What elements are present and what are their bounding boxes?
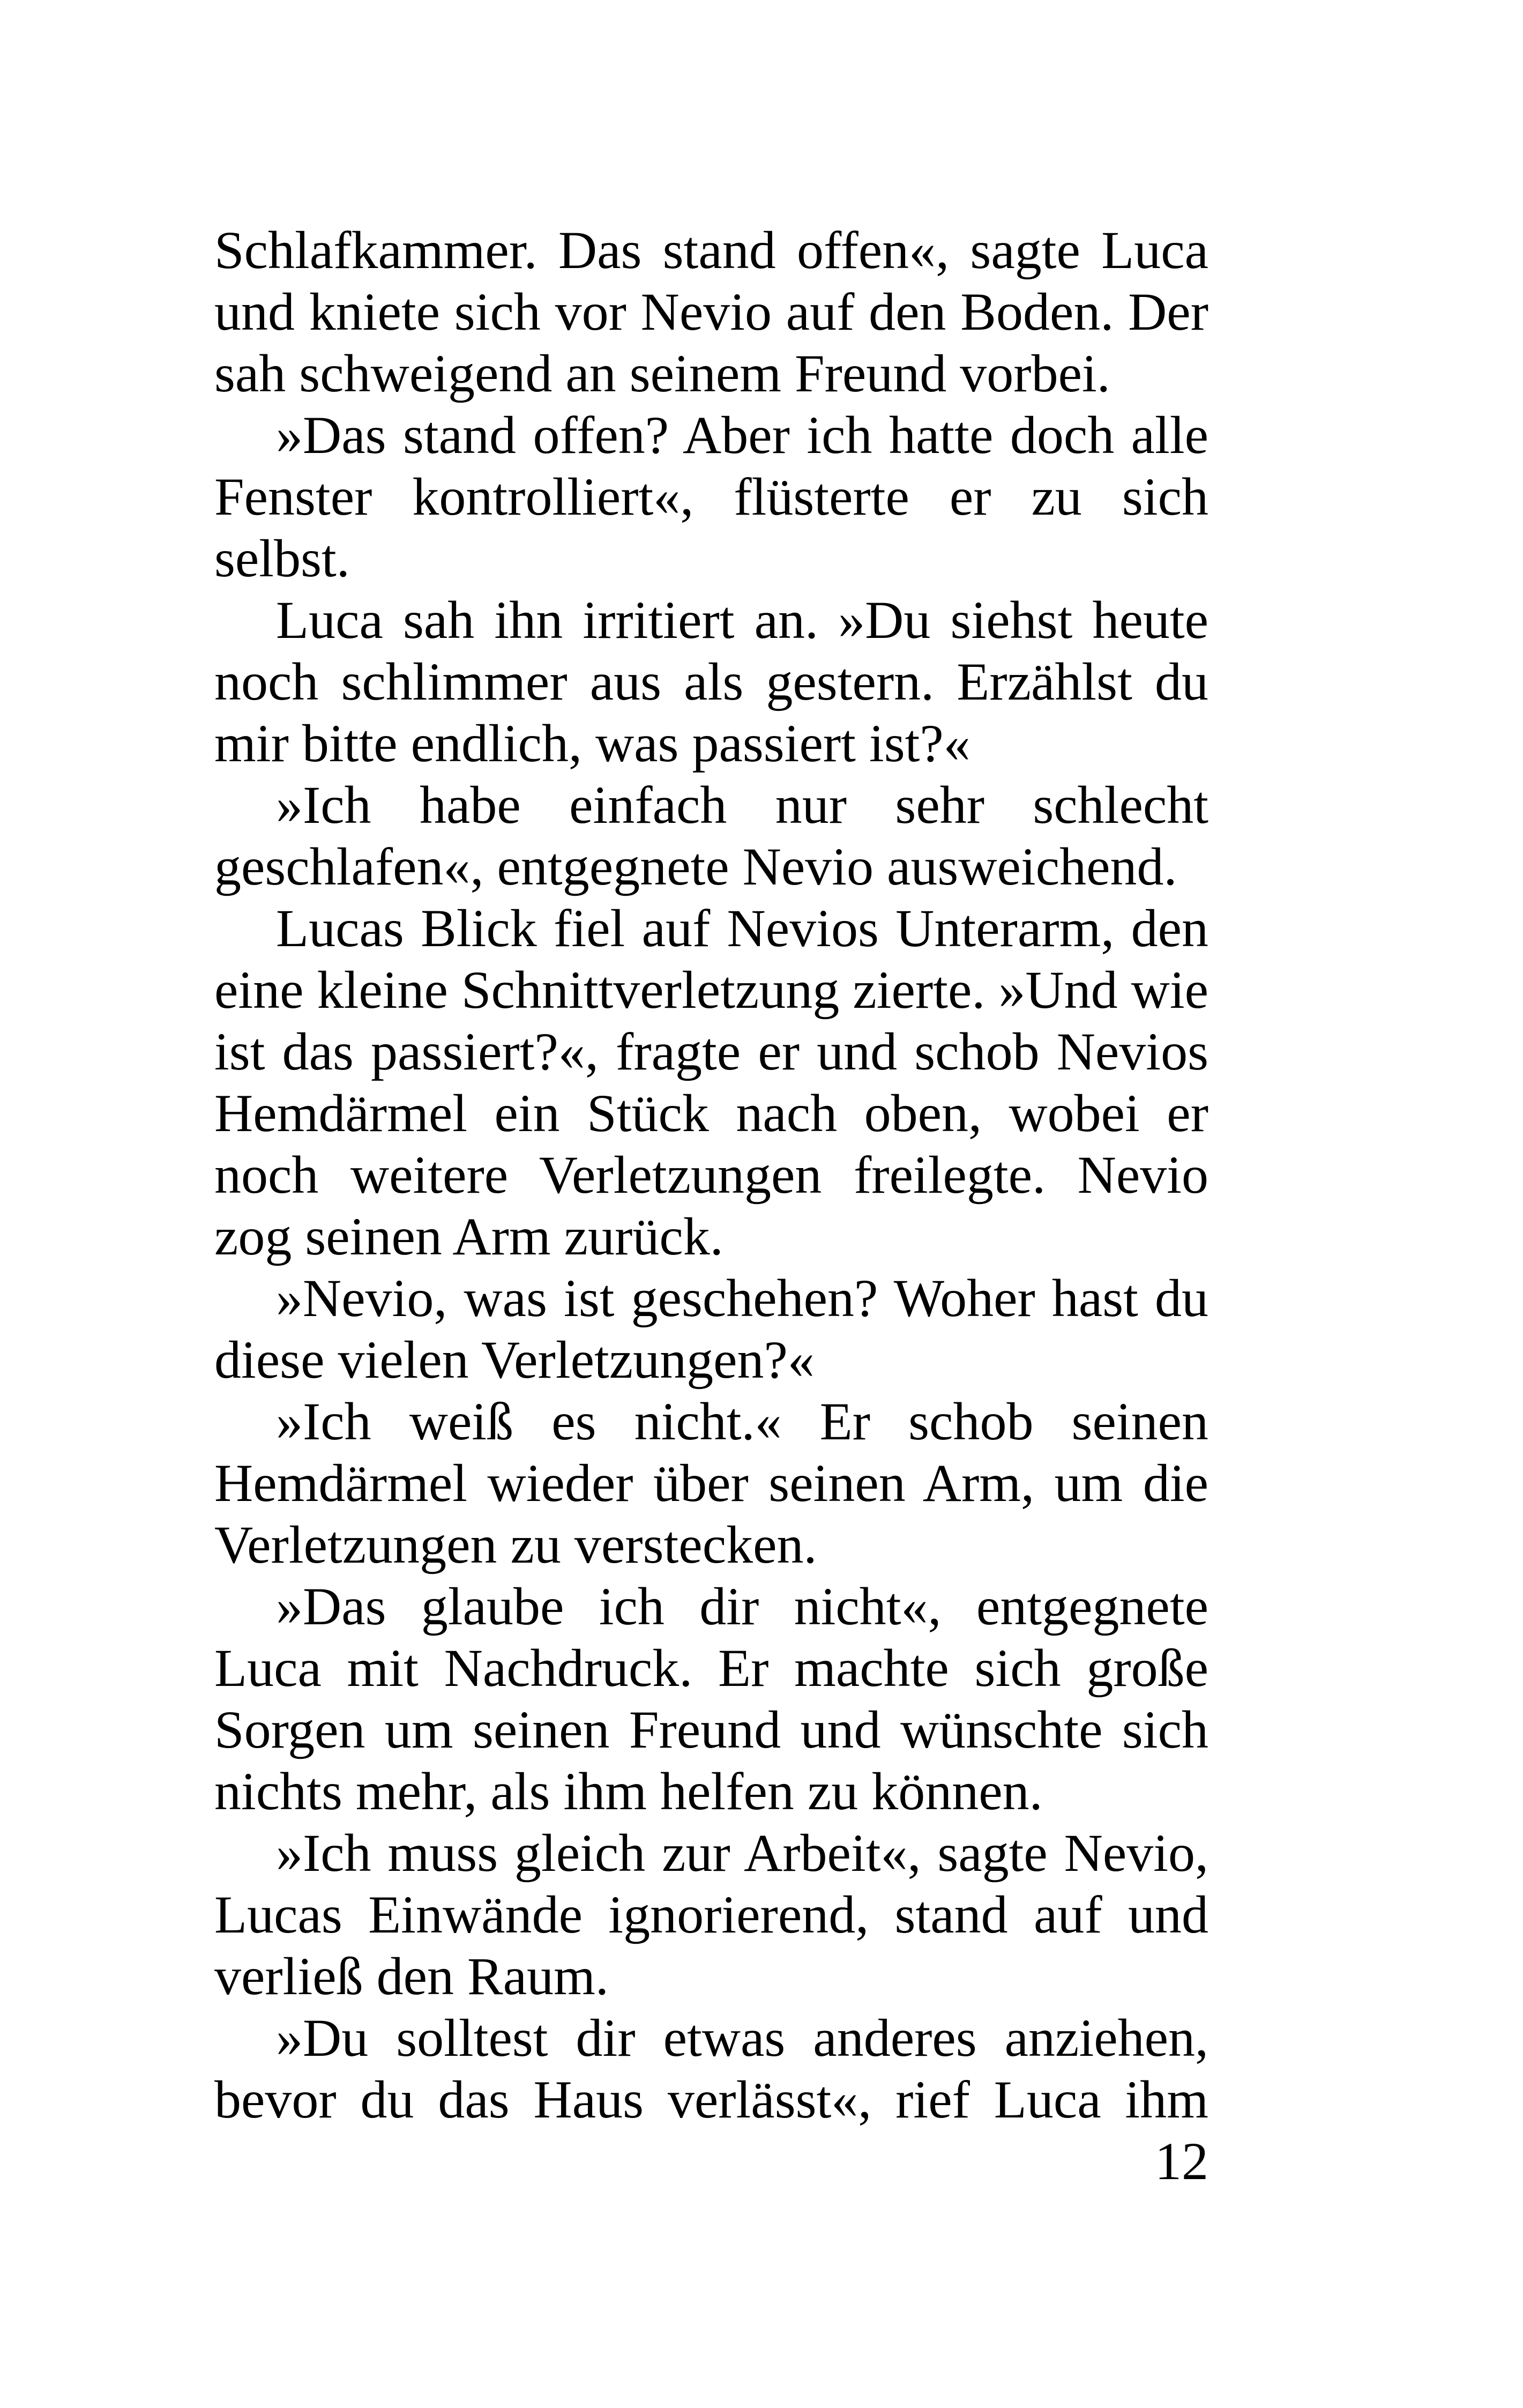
text-line: Schlafkammer. Das stand offen«, sagte Luca	[214, 220, 1208, 280]
text-line: noch weitere Verletzungen freilegte. Nevio	[214, 1145, 1208, 1205]
text-line: »Ich habe einfach nur sehr schlecht	[276, 775, 1208, 835]
text-line: noch schlimmer aus als gestern. Erzählst du	[214, 652, 1208, 711]
text-line: Luca mit Nachdruck. Er machte sich große	[214, 1638, 1208, 1698]
text-line: nichts mehr, als ihm helfen zu können.	[214, 1762, 1043, 1821]
text-line: ist das passiert?«, fragte er und schob Nevios	[214, 1022, 1208, 1081]
text-line: Lucas Blick fiel auf Nevios Unterarm, den	[276, 898, 1208, 958]
text-line: und kniete sich vor Nevio auf den Boden. Der	[214, 282, 1208, 341]
text-line: »Das stand offen? Aber ich hatte doch alle	[276, 405, 1208, 465]
text-line: »Das glaube ich dir nicht«, entgegnete	[276, 1577, 1208, 1636]
text-line: Hemdärmel ein Stück nach oben, wobei er	[214, 1083, 1208, 1143]
text-line: »Du solltest dir etwas anderes anziehen,	[276, 2008, 1208, 2068]
body-text	[214, 219, 1208, 2130]
page-number: 12	[1155, 2131, 1208, 2191]
text-line: geschlafen«, entgegnete Nevio ausweichend.	[214, 837, 1177, 896]
text-line: Sorgen um seinen Freund und wünschte sich	[214, 1700, 1208, 1759]
text-line: Hemdärmel wieder über seinen Arm, um die	[214, 1453, 1208, 1513]
text-line: diese vielen Verletzungen?«	[214, 1330, 815, 1389]
text-line: verließ den Raum.	[214, 1946, 609, 2006]
text-line: zog seinen Arm zurück.	[214, 1207, 723, 1266]
text-line: Luca sah ihn irritiert an. »Du siehst heute	[276, 590, 1208, 650]
text-line: mir bitte endlich, was passiert ist?«	[214, 714, 970, 773]
text-line: bevor du das Haus verlässt«, rief Luca ihm	[214, 2070, 1208, 2129]
text-line: »Nevio, was ist geschehen? Woher hast du	[276, 1268, 1208, 1328]
text-line: »Ich muss gleich zur Arbeit«, sagte Nevio,	[276, 1823, 1208, 1883]
text-line: Fenster kontrolliert«, flüsterte er zu sich	[214, 467, 1208, 526]
text-line: selbst.	[214, 529, 350, 588]
text-line: Lucas Einwände ignorierend, stand auf und	[214, 1885, 1208, 1944]
text-line: eine kleine Schnittverletzung zierte. »Und wie	[214, 960, 1208, 1020]
text-line: »Ich weiß es nicht.« Er schob seinen	[276, 1392, 1208, 1451]
text-line: sah schweigend an seinem Freund vorbei.	[214, 344, 1110, 403]
text-line: Verletzungen zu verstecken.	[214, 1515, 817, 1574]
